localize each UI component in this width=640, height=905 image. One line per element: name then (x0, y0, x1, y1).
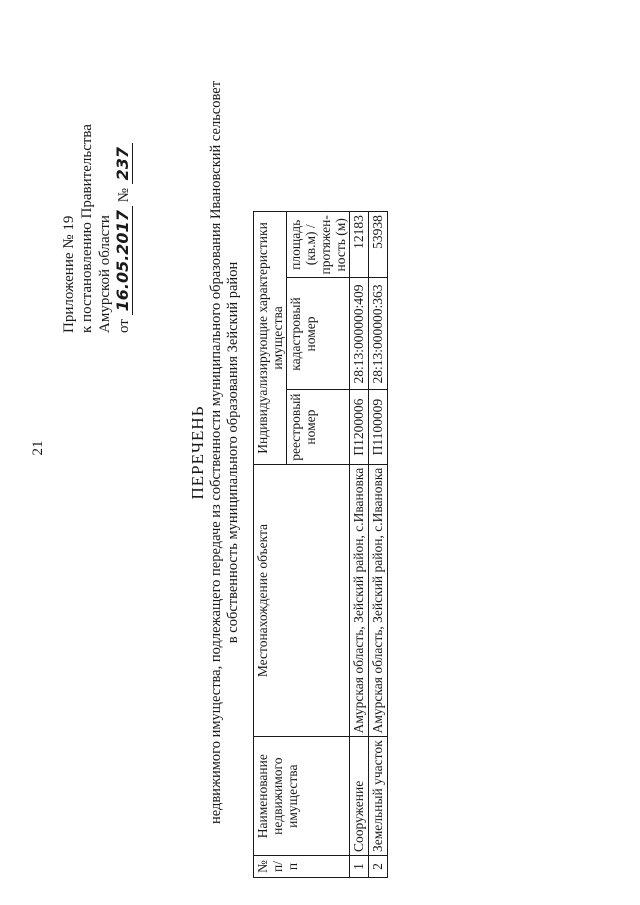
table-row (369, 212, 388, 878)
cell-num: 2 (369, 856, 388, 878)
header-location: Местонахождение объекта (254, 464, 350, 737)
cell-name: Сооружение (350, 737, 369, 856)
table-header-row (254, 212, 287, 878)
table-row (350, 212, 369, 878)
cell-area: 53938 (369, 212, 388, 278)
document-subtitle (208, 0, 242, 905)
cell-cadastral: 28:13:000000:409 (350, 278, 369, 390)
subtitle-line-2: в собственность муниципального образования Зейский район (225, 261, 241, 644)
cell-registry: П1200006 (350, 390, 369, 464)
page-number: 21 (30, 440, 46, 456)
property-table (253, 211, 388, 878)
header-area: площадь (кв.м) / протяжен-ность (м) (287, 212, 350, 278)
cell-num: 1 (350, 856, 369, 878)
header-registry: реестровый номер (287, 390, 350, 464)
subtitle-line-1: недвижимого имущества, подлежащего передаче из собственности муниципального образования Ивановский сельсовет (208, 80, 224, 825)
cell-location: Амурская область, Зейский район, с.Ивановка (350, 464, 369, 737)
date-prefix: от (116, 319, 132, 333)
header-name: Наименование недвижимого имущества (254, 737, 350, 856)
header-cadastral: кадастровый номер (287, 278, 350, 390)
handwritten-number: 237 (113, 143, 133, 184)
document-title: ПЕРЕЧЕНЬ (188, 405, 207, 500)
appendix-line-3: Амурской области (97, 215, 113, 333)
cell-registry: П1100009 (369, 390, 388, 464)
cell-area: 12183 (350, 212, 369, 278)
cell-name: Земельный участок (369, 737, 388, 856)
appendix-date-line (114, 124, 133, 333)
cell-cadastral: 28:13:000000:363 (369, 278, 388, 390)
appendix-line-2: к постановлению Правительства (79, 124, 95, 333)
appendix-line-1: Приложение № 19 (61, 215, 77, 333)
handwritten-date: 16.05.2017 (113, 206, 133, 315)
header-num: № п/п (254, 856, 350, 878)
header-characteristics: Индивидуализирующие характеристики имущества (254, 212, 287, 465)
appendix-header (60, 124, 133, 333)
number-prefix: № (116, 188, 132, 203)
cell-location: Амурская область, Зейский район, с.Ивановка (369, 464, 388, 737)
